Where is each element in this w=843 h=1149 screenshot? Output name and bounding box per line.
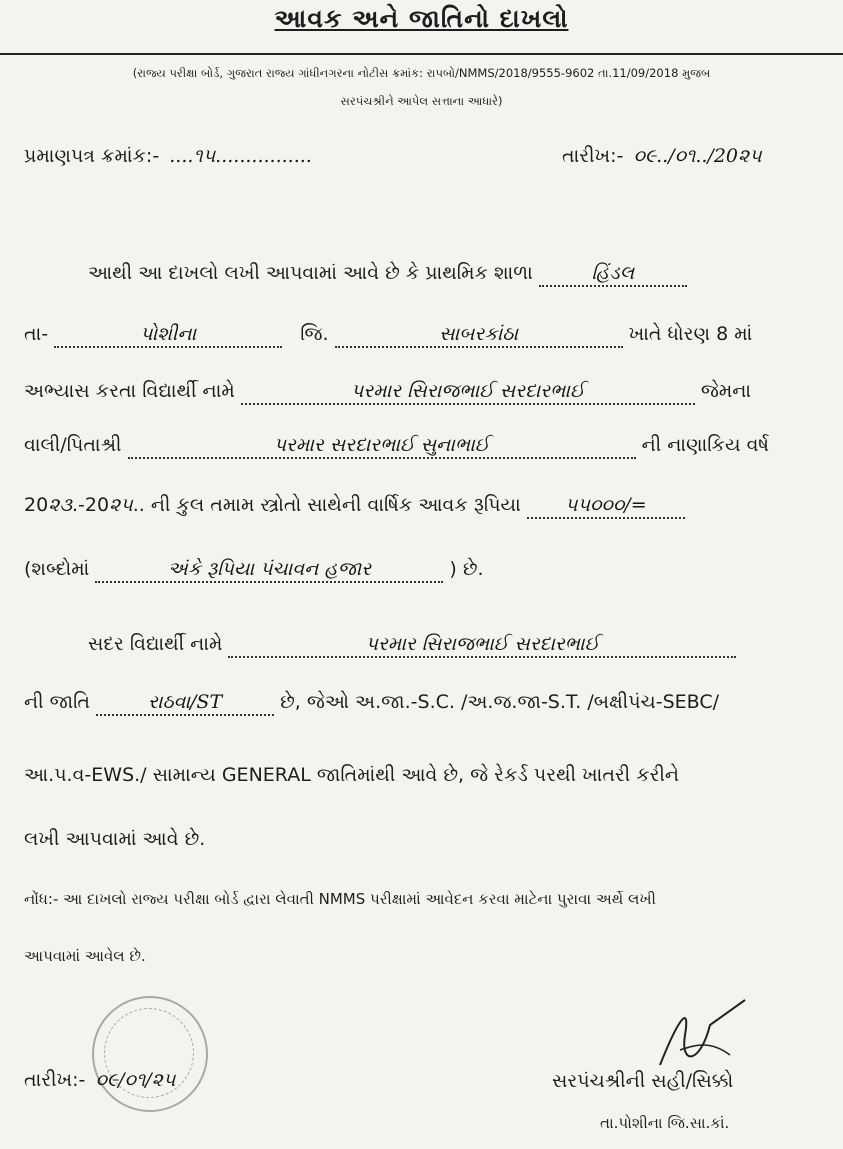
title-divider [0, 53, 843, 55]
certificate-number-row [24, 144, 316, 168]
income-in-words: અંકે રૂપિયા પંચાવન હજાર [95, 557, 443, 583]
body-line-8 [24, 690, 719, 716]
taluka-value: પોશીના [54, 322, 282, 348]
words-open: (શબ્દોમાં [24, 558, 90, 580]
words-close: ) છે. [449, 558, 484, 580]
guardian-name: પરમાર સરદારભાઈ સુનાભાઈ [128, 433, 636, 459]
round-seal-stamp [92, 996, 208, 1112]
body-line-3-start: અભ્યાસ કરતા વિદ્યાર્થી નામે [24, 380, 235, 402]
certificate-number-value: ....૧૫................ [169, 145, 312, 167]
signature-label: સરપંચશ્રીની સહી/સિક્કો [552, 1070, 734, 1092]
body-line-5-mid: .. ની કુલ તમામ સ્ત્રોતો સાથેની વાર્ષિક આવક રૂપિયા [132, 494, 521, 516]
caste-category-list: છે, જેઓ અ.જા.-S.C. /અ.જ.જા-S.T. /બક્ષીપંચ-SEBC/ [280, 691, 720, 713]
handwritten-signature [640, 995, 770, 1075]
body-line-10: લખી આપવામાં આવે છે. [24, 828, 206, 850]
stamp-location-line: તા.પોશીના જિ.સા.કાં. [600, 1114, 730, 1132]
body-line-1 [88, 261, 687, 287]
footer-date-label: તારીખ:- [24, 1069, 86, 1091]
body-line-9: આ.પ.વ-EWS./ સામાન્ય GENERAL જાતિમાંથી આવે છે, જે રેકર્ડ પરથી ખાતરી કરીને [24, 764, 680, 786]
body-line-2 [24, 322, 752, 348]
caste-label: ની જાતિ [24, 691, 91, 713]
annual-income-value: ૫૫૦૦૦/= [527, 493, 685, 519]
body-line-4-start: વાલી/પિતાશ્રી [24, 434, 122, 456]
certificate-date-label: તારીખ:- [562, 145, 624, 167]
district-value: સાબરકાંઠા [335, 322, 623, 348]
certificate-number-label: પ્રમાણપત્ર ક્રમાંક:- [24, 145, 160, 167]
body-line-7 [88, 632, 736, 658]
district-label: જિ. [300, 323, 329, 345]
body-line-2-end: ખાતે ધોરણ 8 માં [628, 323, 753, 345]
year-separator: .-20 [72, 494, 110, 516]
body-line-4 [24, 433, 769, 459]
financial-year-from: ૨૩ [48, 494, 72, 516]
school-name: હિંડલ [539, 261, 687, 287]
student-name: પરમાર સિરાજભાઈ સરદારભાઈ [241, 379, 695, 405]
footer-date-row [24, 1068, 179, 1092]
caste-value: રાઠવા/ST [96, 690, 274, 716]
certificate-date-row [562, 144, 766, 168]
document-title: આવક અને જાતિનો દાખલો [274, 4, 569, 33]
note-line-2: આપવામાં આવેલ છે. [24, 947, 146, 965]
body-line-6 [24, 557, 484, 583]
body-line-5 [24, 493, 685, 519]
certificate-date-value: ૦૯../૦૧../20૨૫ [633, 145, 762, 167]
student-name-repeat: પરમાર સિરાજભાઈ સરદારભાઈ [228, 632, 736, 658]
body-line-4-end: ની નાણાકિય વર્ષ [641, 434, 770, 456]
notice-reference-line2: સરપંચશ્રીને આપેલ સત્તાના આધારે) [340, 94, 503, 108]
notice-reference-line1: (રાજ્ય પરીક્ષા બોર્ડ, ગુજરાત રાજ્ય ગાંધીનગરના નોટીસ ક્રમાંક: રાપબો/NMMS/2018/9555-9602 તા.11/09/2018 મુજબ [132, 66, 711, 80]
financial-year-to: ૨૫ [109, 494, 133, 516]
body-line-3 [24, 379, 751, 405]
body-line-1-text: આથી આ દાખલો લખી આપવામાં આવે છે કે પ્રાથમિક શાળા [88, 262, 533, 284]
footer-date-value: ૦૯/૦૧/૨૫ [95, 1069, 176, 1091]
note-line-1: નોંધ:- આ દાખલો રાજ્ય પરીક્ષા બોર્ડ દ્વારા લેવાતી NMMS પરીક્ષામાં આવેદન કરવા માટેના પુરાવા અર્થે લખી [24, 890, 656, 908]
taluka-label: તા- [24, 323, 49, 345]
body-line-7-start: સદર વિદ્યાર્થી નામે [88, 633, 223, 655]
body-line-3-end: જેમના [700, 380, 752, 402]
year-prefix: 20 [24, 494, 49, 516]
